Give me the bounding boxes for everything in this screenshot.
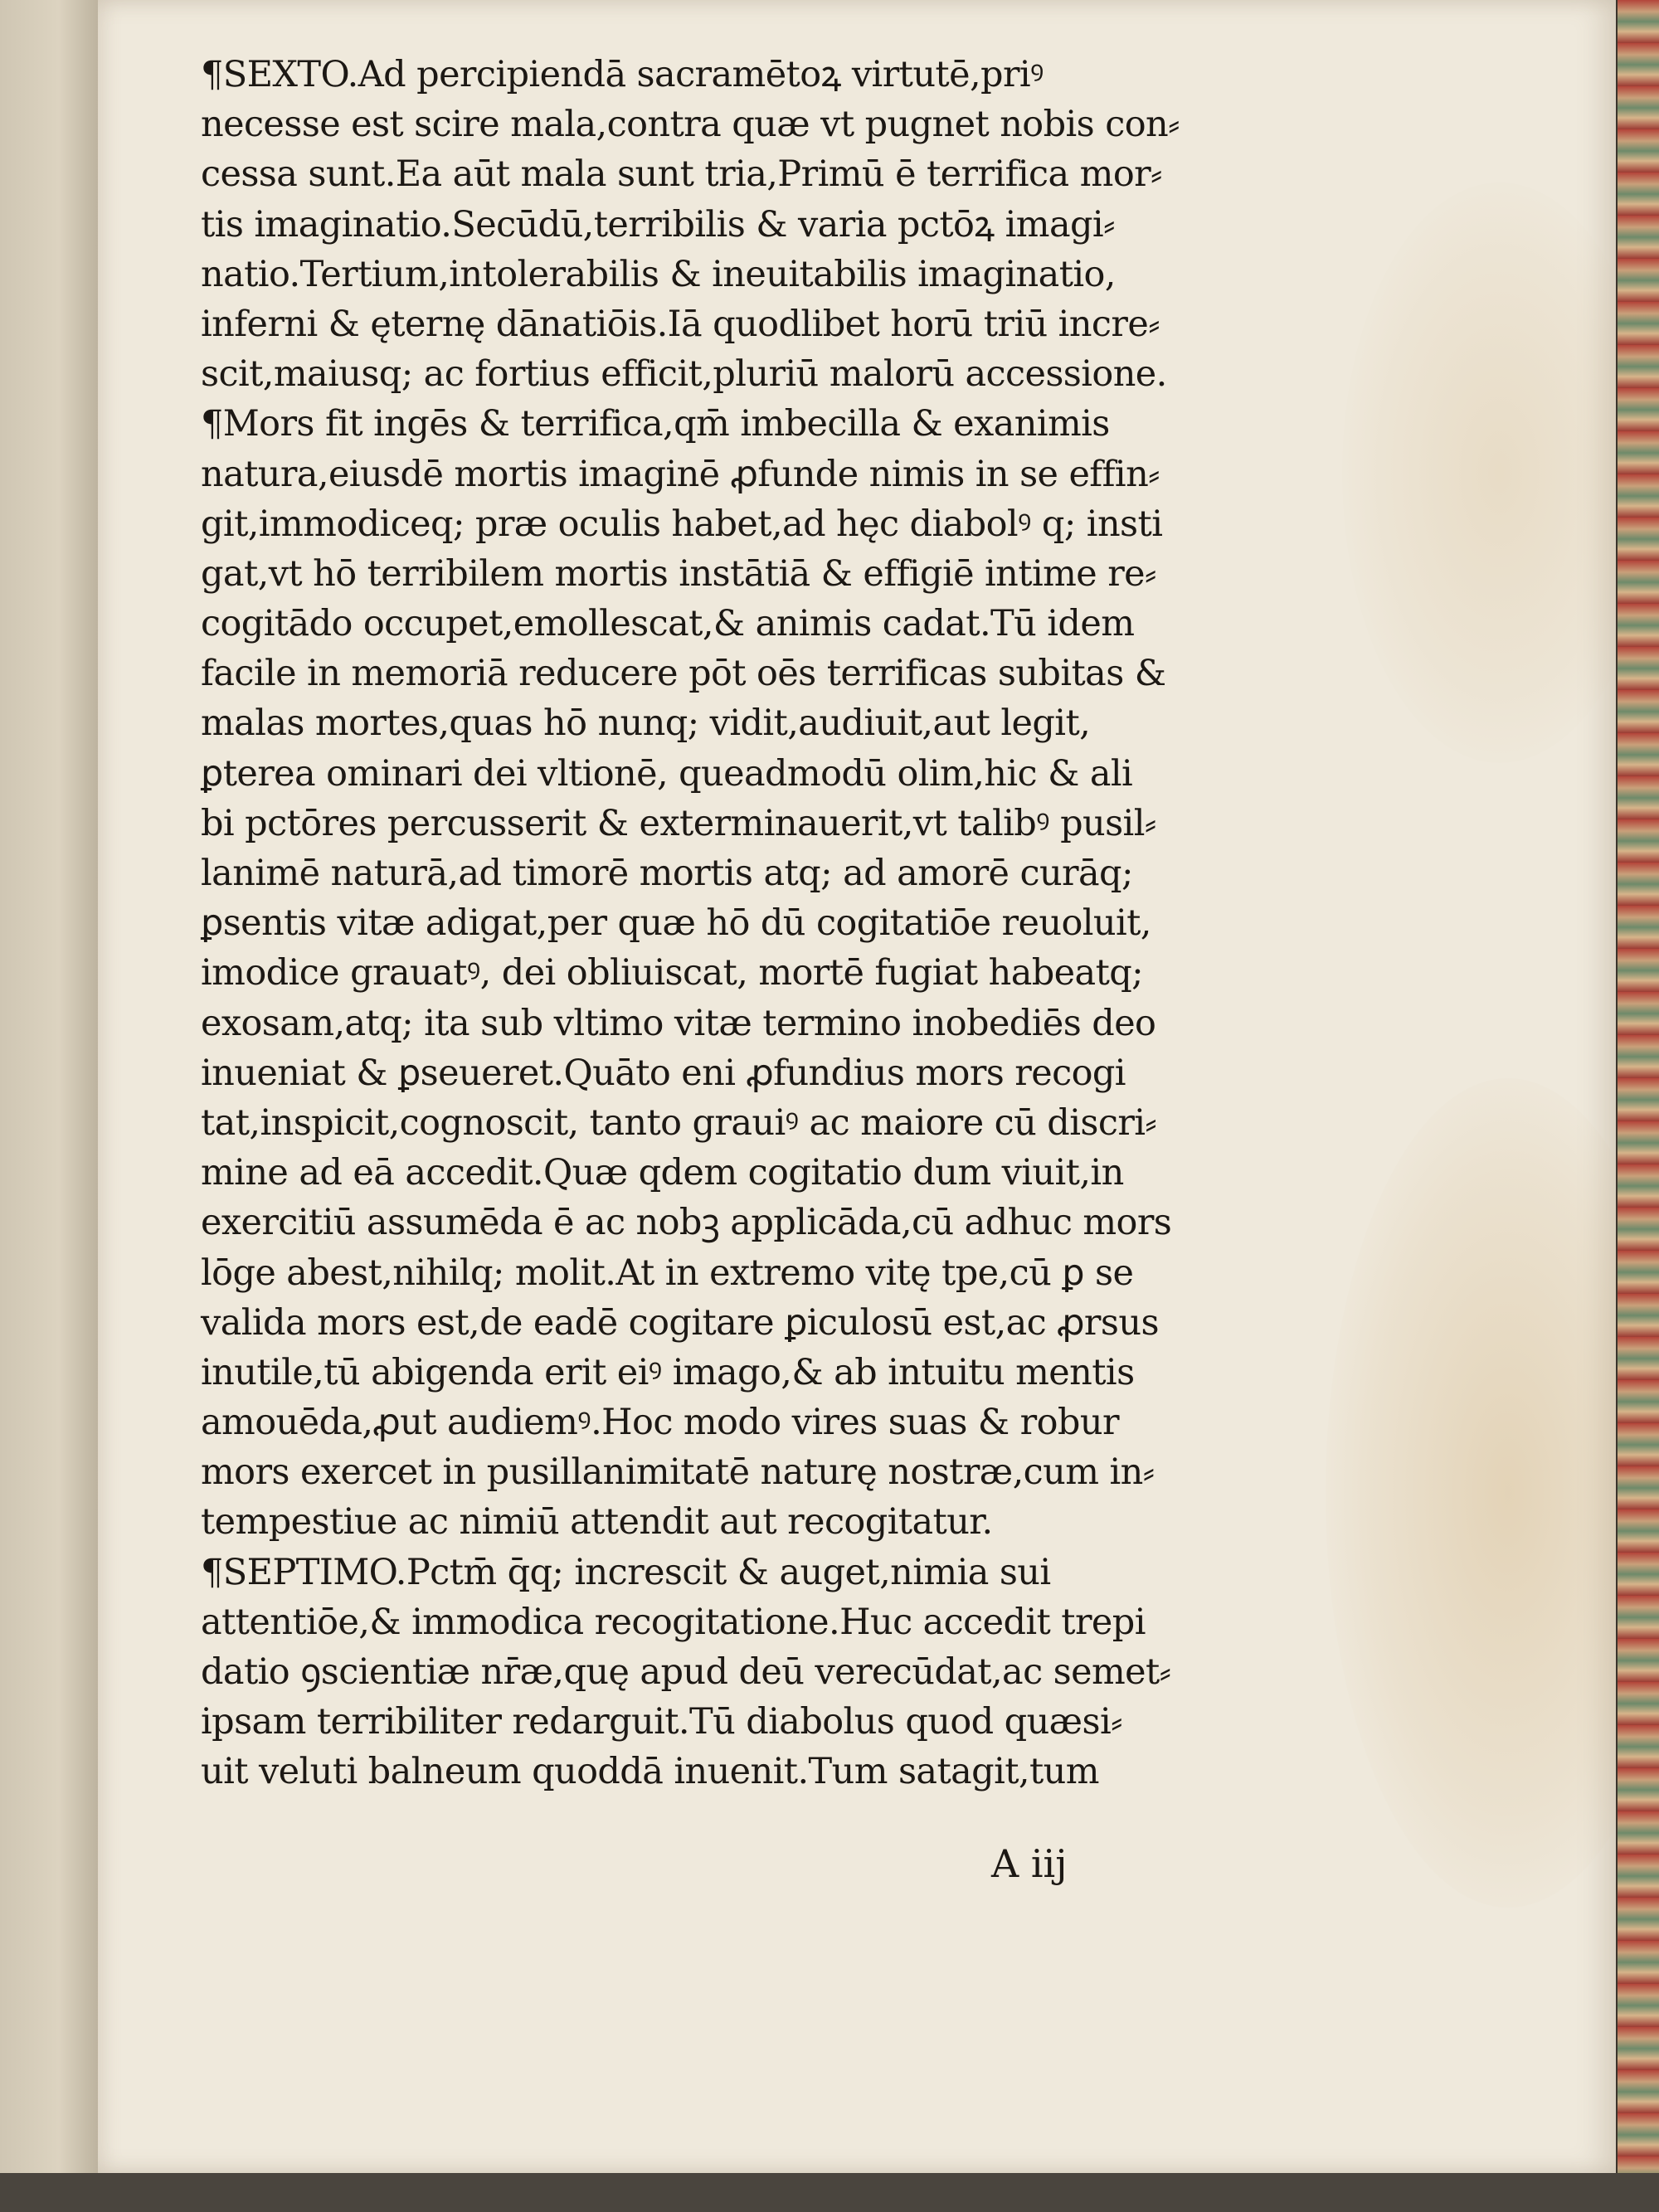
text-line: inueniat & ꝑseueret.Quāto eni ꝓfundius mors recogi: [201, 1052, 1126, 1094]
text-line: ¶SEPTIMO.Pctm̄ q̄q; increscit & auget,nimia sui: [201, 1551, 1051, 1593]
text-line: gat,vt hō terribilem mortis instātiā & effigiē intime re⸗: [201, 552, 1156, 595]
text-line: git,immodiceq; præ oculis habet,ad hęc diabolꝰ q; insti: [201, 503, 1163, 545]
marbled-page-edge: [1616, 0, 1659, 2173]
text-line: cessa sunt.Ea aūt mala sunt tria,Primū ē terrifica mor⸗: [201, 153, 1162, 196]
text-line: ꝑsentis vitæ adigat,per quæ hō dū cogitatiōe reuoluit,: [201, 902, 1151, 945]
text-line: scit,maiusq; ac fortius efficit,pluriū malorū accessione.: [201, 353, 1167, 396]
text-line: malas mortes,quas hō nunq; vidit,audiuit,aut legit,: [201, 702, 1091, 745]
text-line: bi pctōres percusserit & exterminauerit,vt talibꝰ pusil⸗: [201, 802, 1156, 844]
text-line: uit veluti balneum quoddā inuenit.Tum satagit,tum: [201, 1751, 1099, 1793]
facing-page-edge: [0, 0, 100, 2212]
text-line: valida mors est,de eadē cogitare ꝑiculosū est,ac ꝓrsus: [201, 1301, 1159, 1344]
text-line: imodice grauatꝰ, dei obliuiscat, mortē fugiat habeatq;: [201, 952, 1144, 994]
text-line: cogitādo occupet,emollescat,& animis cadat.Tū idem: [201, 603, 1135, 645]
text-line: inferni & ęternę dānatiōis.Iā quodlibet horū triū incre⸗: [201, 303, 1160, 345]
signature-mark: A iij: [991, 1841, 1068, 1886]
text-line: tat,inspicit,cognoscit, tanto grauiꝰ ac maiore cū discri⸗: [201, 1101, 1157, 1144]
text-line: amouēda,ꝓut audiemꝰ.Hoc modo vires suas & robur: [201, 1402, 1119, 1444]
text-line: mine ad eā accedit.Quæ qdem cogitatio dum viuit,in: [201, 1152, 1124, 1194]
text-line: tis imaginatio.Secūdū,terribilis & varia pctōꝝ imagi⸗: [201, 203, 1115, 246]
text-line: tempestiue ac nimiū attendit aut recogitatur.: [201, 1501, 993, 1544]
text-line: ipsam terribiliter redarguit.Tū diabolus quod quæsi⸗: [201, 1701, 1122, 1743]
text-line: facile in memoriā reducere pōt oēs terrificas subitas &: [201, 653, 1166, 695]
body-text: [201, 50, 1395, 1797]
text-line: ¶SEXTO.Ad percipiendā sacramētoꝝ virtutē,priꝰ: [201, 54, 1044, 95]
text-line: attentiōe,& immodica recogitatione.Huc accedit trepi: [201, 1601, 1146, 1643]
text-line: exercitiū assumēda ē ac nobꝫ applicāda,cū adhuc mors: [201, 1202, 1172, 1244]
scan-bottom-shadow: [0, 2173, 1659, 2212]
text-line: natio.Tertium,intolerabilis & ineuitabilis imaginatio,: [201, 253, 1116, 295]
text-line: inutile,tū abigenda erit eiꝰ imago,& ab intuitu mentis: [201, 1351, 1135, 1393]
text-line: lōge abest,nihilq; molit.At in extremo vitę tpe,cū ꝑ se: [201, 1252, 1134, 1294]
text-line: exosam,atq; ita sub vltimo vitæ termino inobediēs deo: [201, 1002, 1156, 1044]
text-line: lanimē naturā,ad timorē mortis atq; ad amorē curāq;: [201, 853, 1133, 894]
text-line: mors exercet in pusillanimitatē naturę nostræ,cum in⸗: [201, 1451, 1155, 1494]
text-line: ¶Mors fit ingēs & terrifica,qm̄ imbecilla & exanimis: [201, 403, 1110, 445]
text-line: ꝑterea ominari dei vltionē, queadmodū olim,hic & ali: [201, 752, 1133, 795]
text-line: natura,eiusdē mortis imaginē ꝓfunde nimis in se effin⸗: [201, 453, 1160, 495]
text-line: datio ꝯscientiæ nr̄æ,quę apud deū verecūdat,ac semet⸗: [201, 1651, 1171, 1693]
text-line: necesse est scire mala,contra quæ vt pugnet nobis con⸗: [201, 104, 1180, 146]
